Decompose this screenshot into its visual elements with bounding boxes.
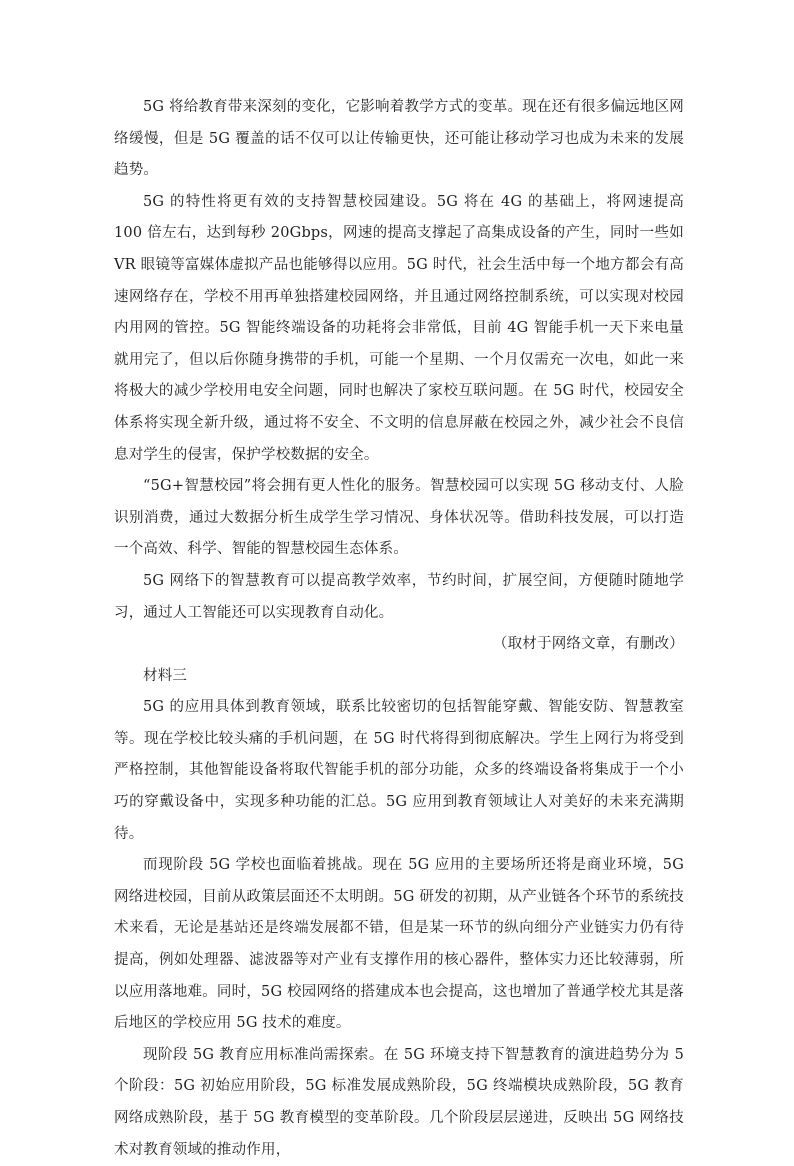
- paragraph-7: 现阶段 5G 教育应用标准尚需探索。在 5G 环境支持下智慧教育的演进趋势分为 5 个阶段：5G 初始应用阶段，5G 标准发展成熟阶段，5G 终端模块成熟阶段，5G 教育网络成熟阶段，基于 5G 教育模型的变革阶段。几个阶段层层递进，反映出 5G 网络技术对教育领域的推动作用，: [114, 1046, 684, 1158]
- article-body: [114, 92, 684, 1166]
- paragraph-5: 5G 的应用具体到教育领域，联系比较密切的包括智能穿戴、智能安防、智慧教室等。现在学校比较头痛的手机问题，在 5G 时代将得到彻底解决。学生上网行为将受到严格控制，其他智能设备将取代智能手机的部分功能，众多的终端设备将集成于一个小巧的穿戴设备中，实现多种功能的汇总。5G 应用到教育领域让人对美好的未来充满期待。: [114, 699, 684, 842]
- paragraph-1: 5G 将给教育带来深刻的变化，它影响着教学方式的变革。现在还有很多偏远地区网络缓慢，但是 5G 覆盖的话不仅可以让传输更快，还可能让移动学习也成为未来的发展趋势。: [114, 99, 684, 179]
- paragraph-3: “5G+智慧校园”将会拥有更人性化的服务。智慧校园可以实现 5G 移动支付、人脸识别消费，通过大数据分析生成学生学习情况、身体状况等。借助科技发展，可以打造一个高效、科学、智能的智慧校园生态体系。: [114, 478, 684, 558]
- paragraph-4: 5G 网络下的智慧教育可以提高教学效率，节约时间，扩展空间，方便随时随地学习，通过人工智能还可以实现教育自动化。: [114, 572, 684, 621]
- section-heading: 材料三: [143, 667, 188, 684]
- paragraph-6: 而现阶段 5G 学校也面临着挑战。现在 5G 应用的主要场所还将是商业环境，5G 网络进校园，目前从政策层面还不太明朗。5G 研发的初期，从产业链各个环节的系统技术来看，无论是基站还是终端发展都不错，但是某一环节的纵向细分产业链实力仍有待提高，例如处理器、滤波器等对产业有支撑作用的核心器件，整体实力还比较薄弱，所以应用落地难。同时，5G 校园网络的搭建成本也会提高，这也增加了普通学校尤其是落后地区的学校应用 5G 技术的难度。: [114, 857, 684, 1032]
- paragraph-2: 5G 的特性将更有效的支持智慧校园建设。5G 将在 4G 的基础上，将网速提高 100 倍左右，达到每秒 20Gbps，网速的提高支撑起了高集成设备的产生，同时一些如 VR 眼镜等富媒体虚拟产品也能够得以应用。5G 时代，社会生活中每一个地方都会有高速网络存在，学校不用再单独搭建校园网络，并且通过网络控制系统，可以实现对校园内用网的管控。5G 智能终端设备的功耗将会非常低，目前 4G 智能手机一天下来电量就用完了，但以后你随身携带的手机，可能一个星期、一个月仅需充一次电，如此一来将极大的减少学校用电安全问题，同时也解决了家校互联问题。在 5G 时代，校园安全体系将实现全新升级，通过将不安全、不文明的信息屏蔽在校园之外，减少社会不良信息对学生的侵害，保护学校数据的安全。: [114, 193, 684, 463]
- source-note: （取材于网络文章，有删改）: [492, 636, 684, 653]
